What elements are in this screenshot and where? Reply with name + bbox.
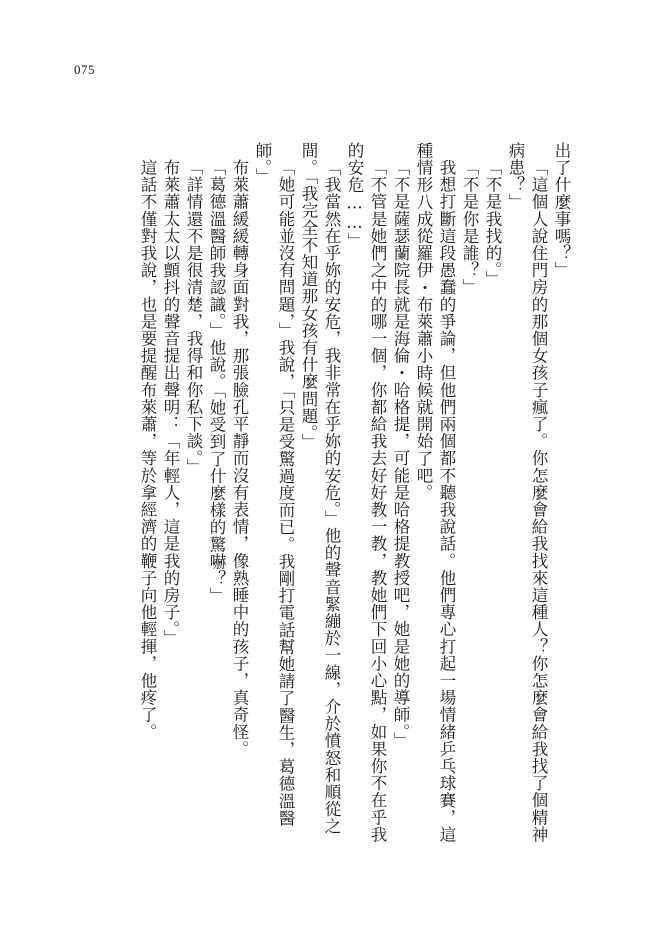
text-line: 「不管是她們之中的哪一個，你都給我去好好教一教，教她們下回小心點，如果你不在乎我 xyxy=(368,159,387,843)
text-line: 布萊蕭太太以顫抖的聲音提出聲明：「年輕人，這是我的房子。」 xyxy=(161,159,180,647)
text-line: 師。」 xyxy=(253,142,272,186)
text-line: 這話不僅對我說，也是要提醒布萊蕭，等於拿經濟的鞭子向他輕揮，他疼了。 xyxy=(138,159,157,741)
text-line: 布萊蕭緩緩轉身面對我，那張臉孔平靜而沒有表情，像熟睡中的孩子，真奇怪。 xyxy=(230,159,249,758)
text-line: 間。「我完全不知道那女孩有什麼問題。」 xyxy=(299,142,318,451)
text-line: 「不是薩瑟蘭院長就是海倫・哈格提，可能是哈格提教授吧，她是她的導師。」 xyxy=(391,159,410,750)
page-number: 075 xyxy=(74,62,95,77)
text-line: 「這個人說住門房的那個女孩子瘋了。你怎麼會給我找來這種人？你怎麼會給我找了個精神 xyxy=(529,159,548,843)
text-line: 種情形八成從羅伊・布萊蕭小時候就開始了吧。 xyxy=(414,142,433,502)
text-line: 「不是你是誰？」 xyxy=(460,159,479,296)
text-line: 我想打斷這段愚蠢的爭論，但他們兩個都不聽我說話。他們專心打起一場情緒乒乓球賽，這 xyxy=(437,159,456,843)
text-line: 「她可能並沒有問題，」我說，「只是受驚過度而已。我剛打電話幫她請了醫生，葛德溫醫 xyxy=(276,159,295,827)
text-line: 的安危……」 xyxy=(345,142,364,250)
text-line: 病患？」 xyxy=(506,142,525,211)
text-line: 「不是我找的。」 xyxy=(483,159,502,288)
vertical-text-body xyxy=(136,142,573,843)
text-line: 出了什麼事嗎？」 xyxy=(552,142,571,279)
text-line: 「詳情還不是很清楚，我得和你私下談。」 xyxy=(184,159,203,476)
text-line: 「我當然在乎妳的安危，我非常在乎妳的安危。」他的聲音緊繃於一線，介於憤怒和順從之 xyxy=(322,159,341,835)
text-line: 「葛德溫醫師我認識。」他說。「她受到了什麼樣的驚嚇？」 xyxy=(207,159,226,605)
